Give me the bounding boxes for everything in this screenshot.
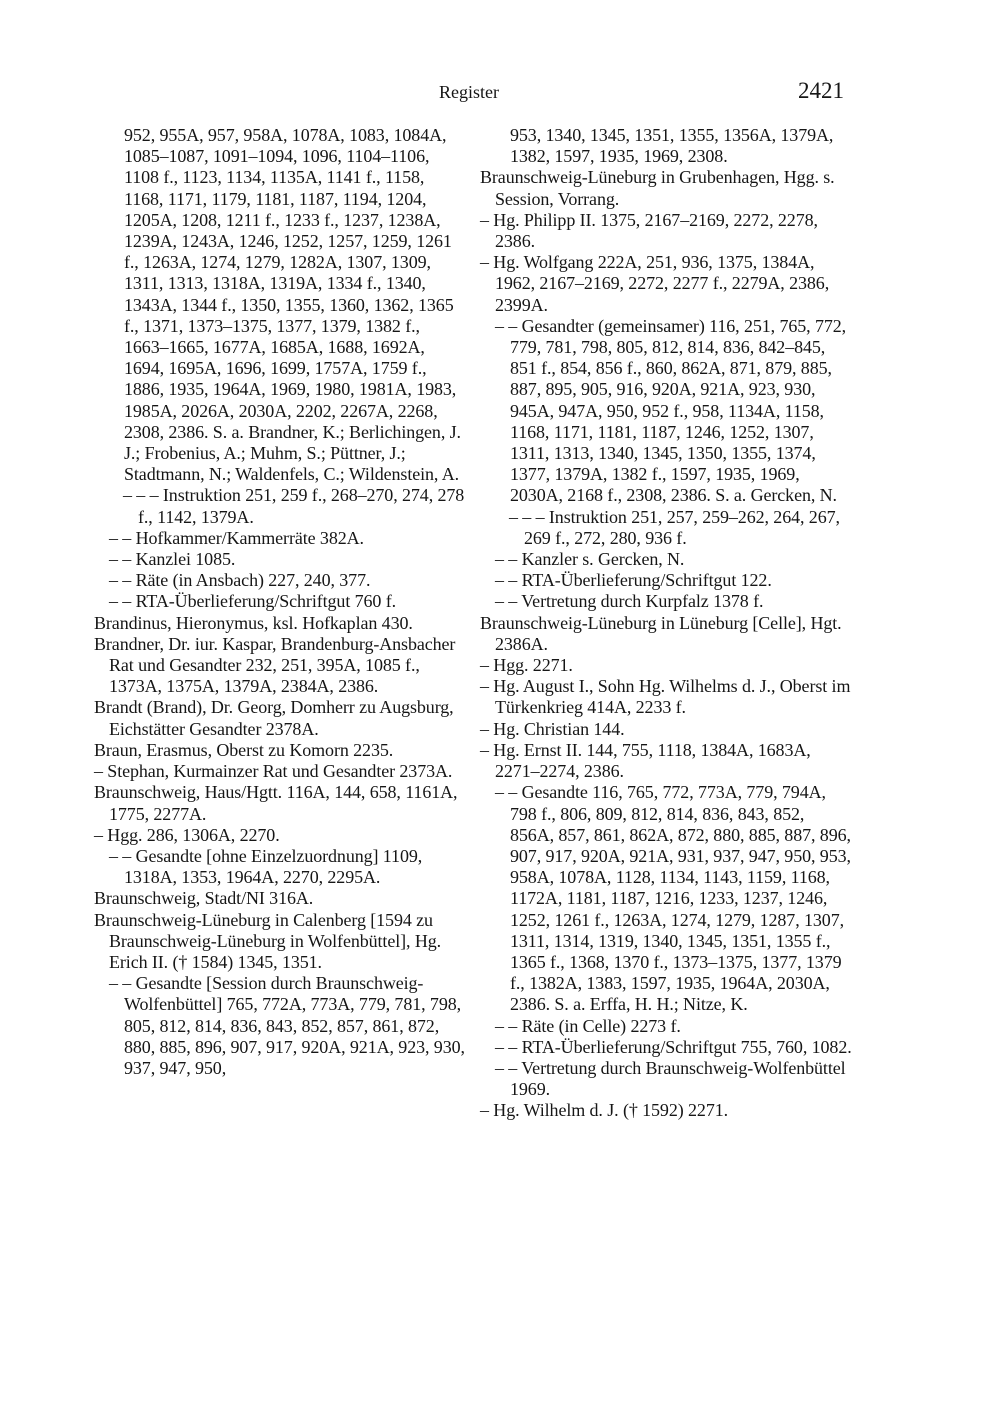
index-entry: – – RTA-Überlieferung/Schriftgut 755, 760, 1082. xyxy=(495,1036,852,1057)
index-entry: – – Hofkammer/Kammerräte 382A. xyxy=(109,527,364,548)
index-entry: Brandt (Brand), Dr. Georg, Domherr zu Augsburg, Eichstätter Gesandter 2378A. xyxy=(94,697,454,739)
index-entry: – – – Instruktion 251, 257, 259–262, 264, 267, 269 f., 272, 280, 936 f. xyxy=(509,506,840,548)
index-entry: 953, 1340, 1345, 1351, 1355, 1356A, 1379A, 1382, 1597, 1935, 1969, 2308. xyxy=(510,125,834,167)
index-entry: – Hgg. 286, 1306A, 2270. xyxy=(94,824,280,845)
index-entry: – – Kanzlei 1085. xyxy=(109,549,236,570)
index-entry: – – Gesandte 116, 765, 772, 773A, 779, 794A, 798 f., 806, 809, 812, 814, 836, 843, 852, 856A, 857, 861, 862A, 872, 880, 885, 887, 896, 907, 917, 920A, 921A, 931, 937, 947, 950, 953, 958A, 1078A, 1128, 1134, 1143, 1159, 1168, 1172A, 1181, 1187, 1216, 1233, 1237, 1246, 1252, 1261 f., 1263A, 1274, 1279, 1287, 1307, 1311, 1314, 1319, 1340, 1345, 1351, 1355 f., 1365 f., 1368, 1370 f., 1373–1375, 1377, 1379 f., 1382A, 1383, 1597, 1935, 1964A, 2030A, 2386. S. a. Erffa, H. H.; Nitze, K. xyxy=(495,782,851,1015)
index-entry: Braunschweig-Lüneburg in Lüneburg [Celle], Hgt. 2386A. xyxy=(480,612,842,654)
index-entry: Braunschweig-Lüneburg in Grubenhagen, Hgg. s. Session, Vorrang. xyxy=(480,167,835,209)
index-entry: – Hg. Wilhelm d. J. († 1592) 2271. xyxy=(480,1100,729,1121)
index-entry: – – Gesandte [ohne Einzelzuordnung] 1109, 1318A, 1353, 1964A, 2270, 2295A. xyxy=(109,845,423,888)
running-header: Register xyxy=(439,82,499,102)
index-entry: Brandinus, Hieronymus, ksl. Hofkaplan 430. xyxy=(94,612,413,633)
left-column xyxy=(94,125,466,1079)
index-entry: – – Vertretung durch Braunschweig-Wolfenbüttel 1969. xyxy=(495,1057,846,1100)
index-entry: Braunschweig, Stadt/NI 316A. xyxy=(94,888,314,909)
index-entry: – Hg. Ernst II. 144, 755, 1118, 1384A, 1683A, 2271–2274, 2386. xyxy=(480,739,811,782)
right-column xyxy=(480,125,852,1122)
index-entry: – – Räte (in Celle) 2273 f. xyxy=(495,1015,681,1036)
index-entry: – – Gesandte [Session durch Braunschweig-Wolfenbüttel] 765, 772A, 773A, 779, 781, 798, 805, 812, 814, 836, 843, 852, 857, 861, 872, 880, 885, 896, 907, 917, 920A, 921A, 923, 930, 937, 947, 950, xyxy=(109,973,465,1078)
index-entry: – Hg. August I., Sohn Hg. Wilhelms d. J., Oberst im Türkenkrieg 414A, 2233 f. xyxy=(480,676,851,718)
index-entry: – – Kanzler s. Gercken, N. xyxy=(495,549,685,570)
index-entry: – – RTA-Überlieferung/Schriftgut 122. xyxy=(495,570,772,591)
index-entry: – Hgg. 2271. xyxy=(480,655,573,676)
index-entry: – – RTA-Überlieferung/Schriftgut 760 f. xyxy=(109,591,397,612)
index-entry: Brandner, Dr. iur. Kaspar, Brandenburg-Ansbacher Rat und Gesandter 232, 251, 395A, 1085 f., 1373A, 1375A, 1379A, 2384A, 2386. xyxy=(94,633,456,697)
index-entry: – Hg. Christian 144. xyxy=(480,718,625,739)
index-entry: Braunschweig-Lüneburg in Calenberg [1594 zu Braunschweig-Lüneburg in Wolfenbüttel], Hg. Erich II. († 1584) 1345, 1351. xyxy=(94,909,442,972)
index-entry: – – Räte (in Ansbach) 227, 240, 377. xyxy=(109,570,371,591)
page-number: 2421 xyxy=(798,78,844,103)
index-entry: 952, 955A, 957, 958A, 1078A, 1083, 1084A, 1085–1087, 1091–1094, 1096, 1104–1106, 1108 f., 1123, 1134, 1135A, 1141 f., 1158, 1168, 1171, 1179, 1181, 1187, 1194, 1204, 1205A, 1208, 1211 f., 1233 f., 1237, 1238A, 1239A, 1243A, 1246, 1252, 1257, 1259, 1261 f., 1263A, 1274, 1279, 1282A, 1307, 1309, 1311, 1313, 1318A, 1319A, 1334 f., 1340, 1343A, 1344 f., 1350, 1355, 1360, 1362, 1365 f., 1371, 1373–1375, 1377, 1379, 1382 f., 1663–1665, 1677A, 1685A, 1688, 1692A, 1694, 1695A, 1696, 1699, 1757A, 1759 f., 1886, 1935, 1964A, 1969, 1980, 1981A, 1983, 1985A, 2026A, 2030A, 2202, 2267A, 2268, 2308, 2386. S. a. Brandner, K.; Berlichingen, J. J.; Frobenius, A.; Muhm, S.; Püttner, J.; Stadtmann, N.; Waldenfels, C.; Wildenstein, A. xyxy=(124,125,461,485)
index-entry: Braun, Erasmus, Oberst zu Komorn 2235. xyxy=(94,739,394,760)
index-entry: – – Gesandter (gemeinsamer) 116, 251, 765, 772, 779, 781, 798, 805, 812, 814, 836, 842–845, 851 f., 854, 856 f., 860, 862A, 871, 879, 885, 887, 895, 905, 916, 920A, 921A, 923, 930, 945A, 947A, 950, 952 f., 958, 1134A, 1158, 1168, 1171, 1181, 1187, 1246, 1252, 1307, 1311, 1313, 1340, 1345, 1350, 1355, 1374, 1377, 1379A, 1382 f., 1597, 1935, 1969, 2030A, 2168 f., 2308, 2386. S. a. Gercken, N. xyxy=(495,315,847,506)
index-entry: – Stephan, Kurmainzer Rat und Gesandter 2373A. xyxy=(94,761,453,782)
index-entry: – Hg. Philipp II. 1375, 2167–2169, 2272, 2278, 2386. xyxy=(480,209,818,252)
index-entry: – – – Instruktion 251, 259 f., 268–270, 274, 278 f., 1142, 1379A. xyxy=(123,485,465,527)
index-entry: – Hg. Wolfgang 222A, 251, 936, 1375, 1384A, 1962, 2167–2169, 2272, 2277 f., 2279A, 2386, 2399A. xyxy=(480,252,830,315)
index-entry: – – Vertretung durch Kurpfalz 1378 f. xyxy=(495,591,764,612)
index-entry: Braunschweig, Haus/Hgtt. 116A, 144, 658, 1161A, 1775, 2277A. xyxy=(94,782,458,824)
